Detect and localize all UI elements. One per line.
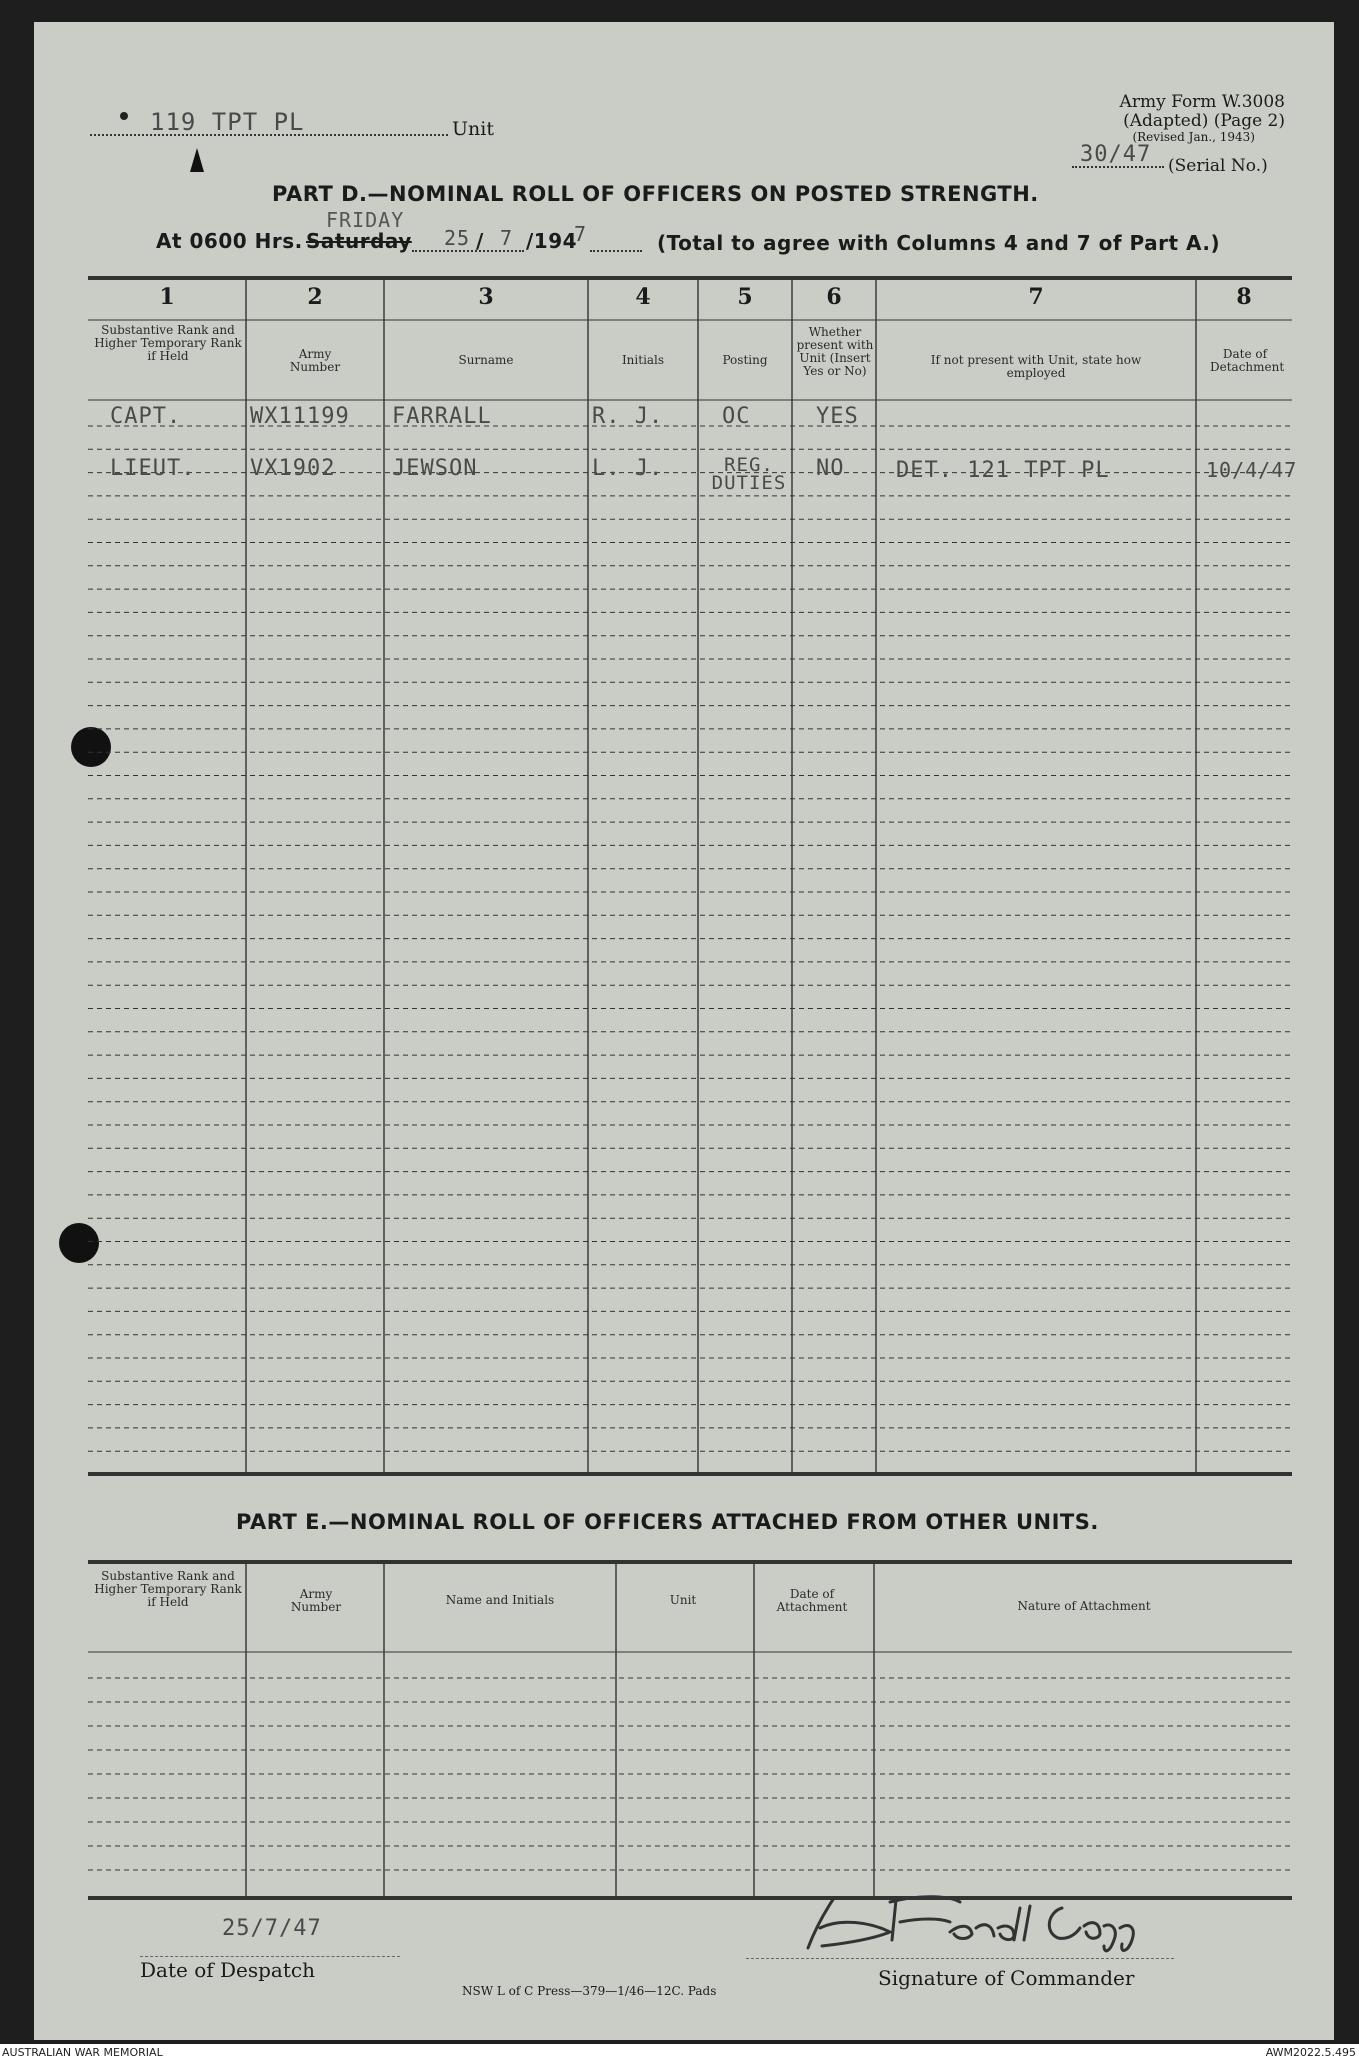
commander-signature: [800, 1888, 1220, 1958]
archive-source: AUSTRALIAN WAR MEMORIAL: [2, 2046, 163, 2059]
col-number: 3: [478, 284, 494, 310]
despatch-line: [140, 1952, 400, 1957]
serial-label: (Serial No.): [1168, 156, 1268, 176]
archive-id: AWM2022.5.495: [1265, 2046, 1356, 2059]
col-number: 2: [307, 284, 323, 310]
ink-mark: [120, 112, 128, 120]
cell-rank: CAPT.: [110, 404, 182, 429]
col-header: Posting: [722, 353, 768, 367]
col-header: Surname: [458, 353, 514, 367]
col-header: Initials: [621, 353, 665, 367]
col-header: Date of Detachment: [1210, 347, 1285, 374]
part-d-table: [88, 276, 1298, 1476]
col-header: If not present with Unit, state how employed: [930, 353, 1142, 380]
cell-rank: LIEUT.: [110, 456, 196, 481]
cell-posting: REG. DUTIES: [711, 454, 787, 494]
year-line: [590, 232, 642, 252]
col-number: 7: [1028, 284, 1044, 310]
form-title: Army Form W.3008: [1119, 92, 1285, 112]
serial-value: 30/47: [1080, 142, 1152, 167]
year-printed: /194: [526, 229, 578, 253]
col-number: 6: [826, 284, 842, 310]
col-header: Whether present with Unit (Insert Yes or No): [796, 325, 874, 378]
col-header: Army Number: [289, 347, 341, 374]
unit-label: Unit: [452, 118, 494, 140]
form-adapted: (Adapted) (Page 2): [1123, 111, 1285, 131]
col-header: Substantive Rank and Higher Temporary Rank if Held: [94, 323, 242, 363]
cell-date: 10/4/47: [1206, 458, 1298, 482]
col-number: 4: [635, 284, 651, 310]
day-typed: FRIDAY: [326, 208, 405, 232]
col-header: Unit: [669, 1593, 697, 1607]
at-label: At 0600 Hrs.: [156, 229, 303, 253]
col-header: Army Number: [290, 1587, 342, 1614]
cell-surname: JEWSON: [392, 456, 478, 481]
part-d-title: PART D.—NOMINAL ROLL OF OFFICERS ON POSTED STRENGTH.: [272, 182, 1039, 206]
col-number: 8: [1236, 284, 1252, 310]
col-header: Nature of Attachment: [1017, 1599, 1151, 1613]
signature-label: Signature of Commander: [878, 1966, 1135, 1990]
date-sep: /: [476, 229, 484, 253]
part-e-title: PART E.—NOMINAL ROLL OF OFFICERS ATTACHED FROM OTHER UNITS.: [236, 1510, 1099, 1534]
part-e-table: [88, 1560, 1292, 1900]
total-note: (Total to agree with Columns 4 and 7 of Part A.): [657, 231, 1221, 255]
cell-surname: FARRALL: [392, 404, 492, 429]
col-number: 1: [159, 284, 175, 310]
cell-present: NO: [816, 456, 845, 481]
cell-employed: DET. 121 TPT PL: [896, 458, 1110, 483]
ink-mark: [190, 148, 204, 172]
col-header: Name and Initials: [445, 1593, 555, 1607]
cell-initials: L. J.: [592, 456, 664, 481]
despatch-label: Date of Despatch: [140, 1958, 315, 1982]
despatch-date: 25/7/47: [222, 1916, 322, 1941]
archive-bar: [0, 2044, 1359, 2061]
date-month: 7: [500, 226, 514, 250]
unit-value: 119 TPT PL: [150, 108, 305, 136]
year-typed: 7: [574, 222, 588, 246]
cell-posting: OC: [722, 404, 751, 429]
form-revised: (Revised Jan., 1943): [1132, 130, 1255, 144]
cell-number: WX11199: [250, 404, 350, 429]
day-printed: Saturday: [306, 229, 412, 253]
col-header: Substantive Rank and Higher Temporary Rank if Held: [94, 1569, 242, 1609]
cell-number: VX1902: [250, 456, 336, 481]
date-day: 25: [444, 226, 471, 250]
col-header: Date of Attachment: [776, 1587, 848, 1614]
col-number: 5: [737, 284, 753, 310]
cell-initials: R. J.: [592, 404, 664, 429]
printer-note: NSW L of C Press—379—1/46—12C. Pads: [462, 1984, 717, 1998]
cell-present: YES: [816, 404, 859, 429]
